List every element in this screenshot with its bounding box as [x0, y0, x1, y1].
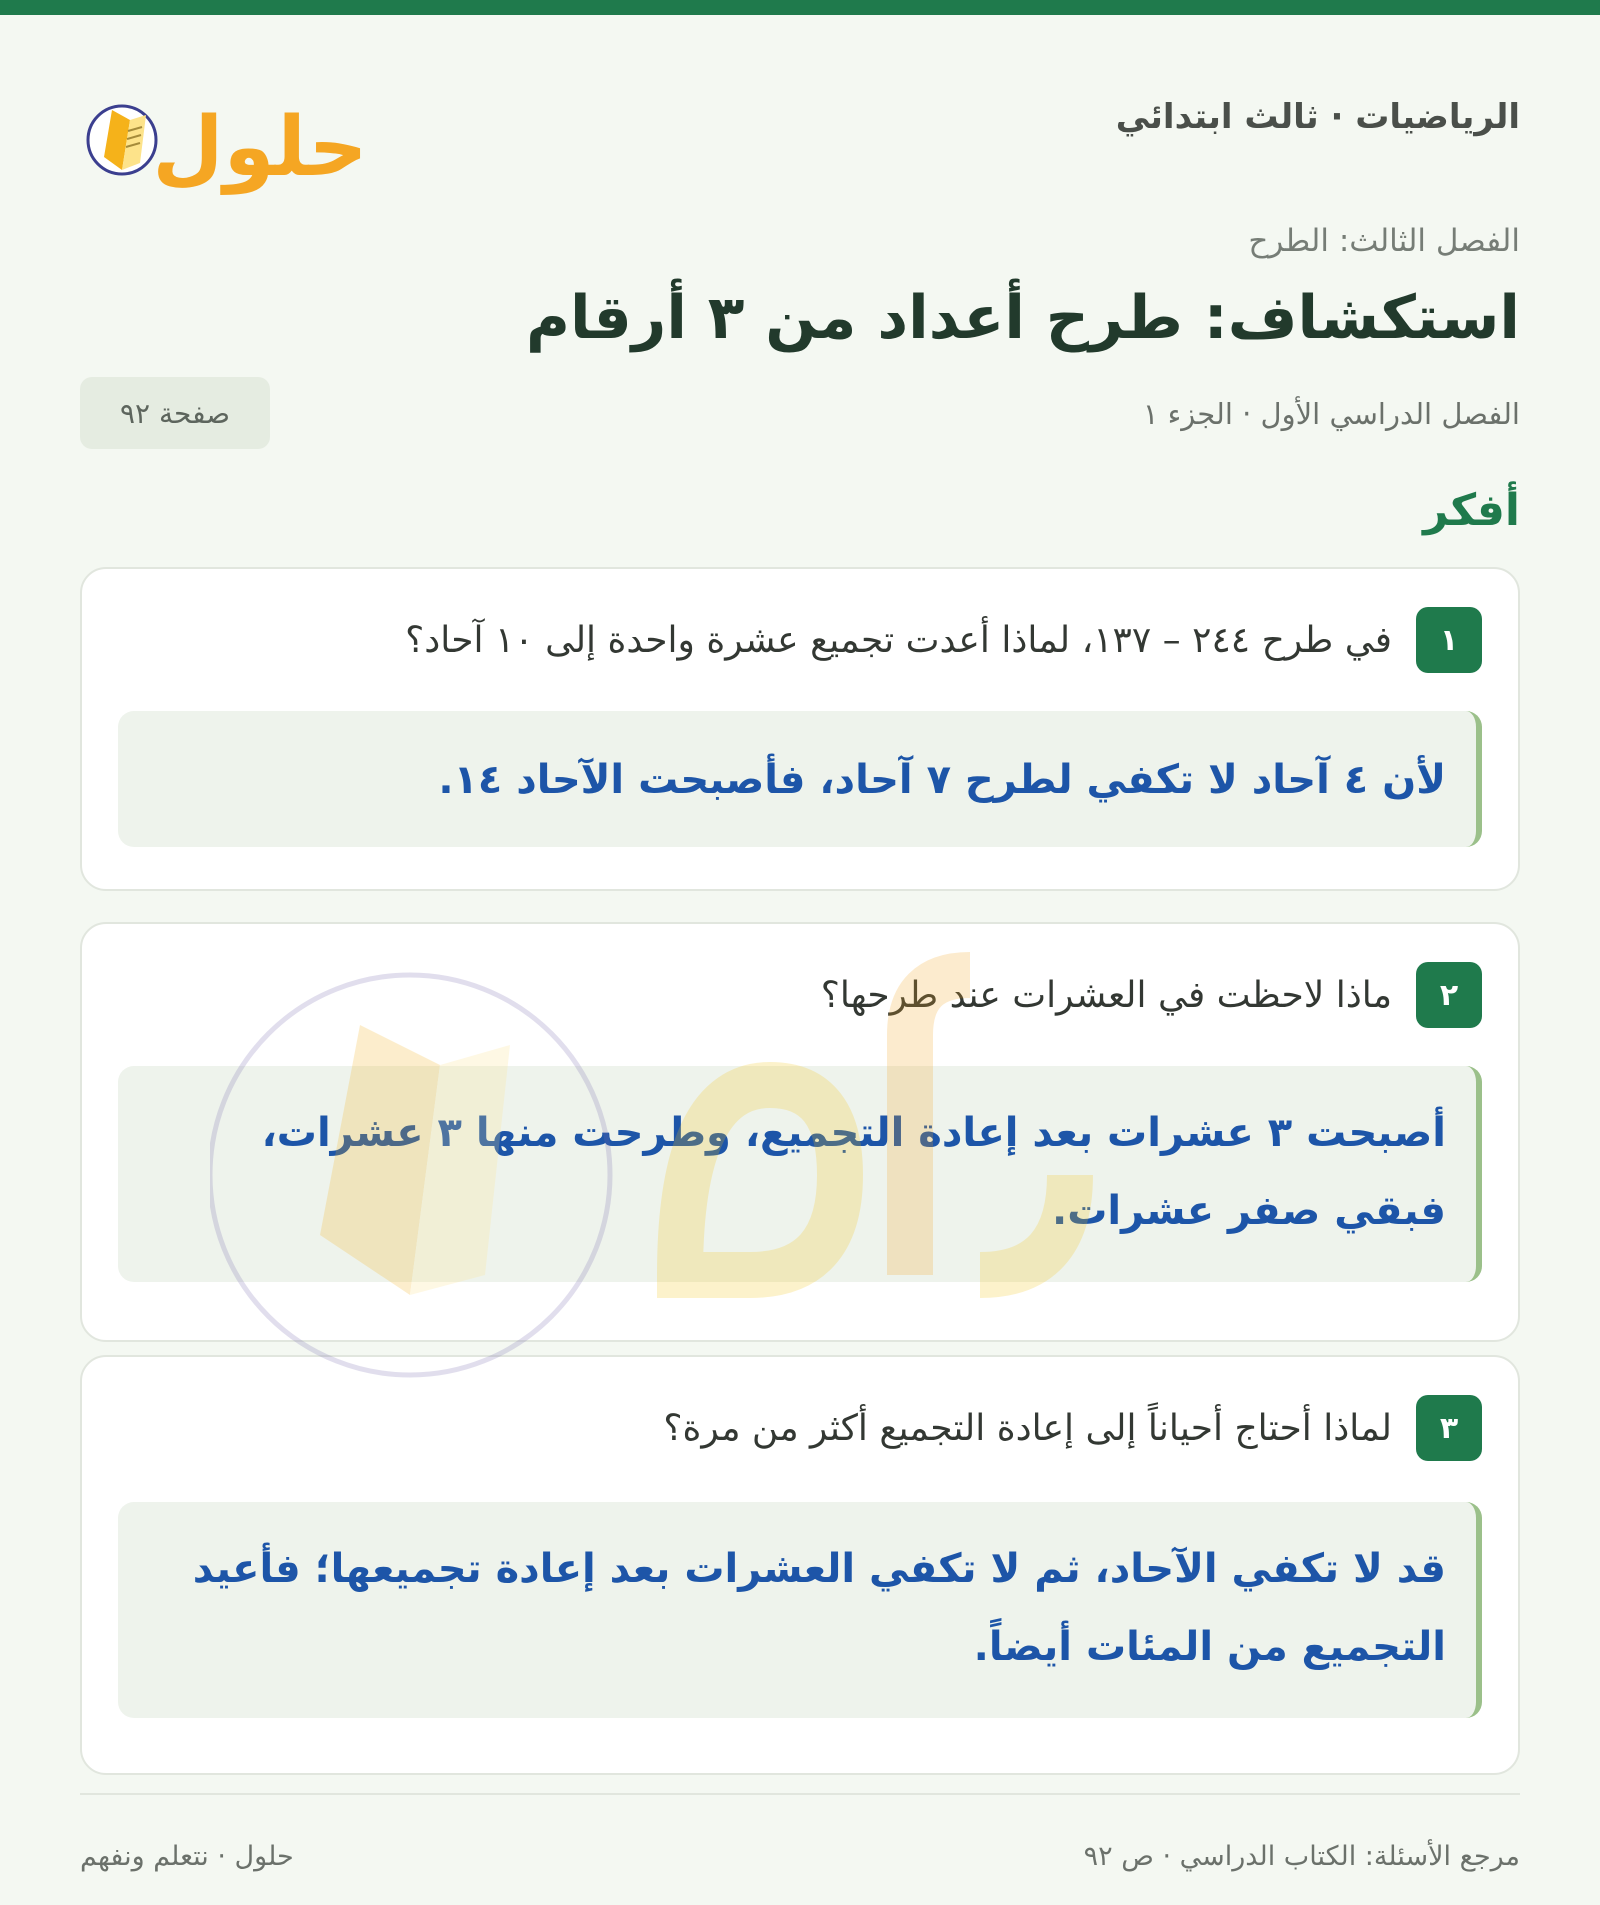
section-title: أفكر — [1423, 485, 1520, 536]
hulool-logo — [80, 65, 370, 195]
question-number-badge: ٣ — [1416, 1395, 1482, 1461]
question-row — [663, 1395, 1482, 1461]
answer-box: لأن ٤ آحاد لا تكفي لطرح ٧ آحاد، فأصبحت الآحاد ١٤. — [118, 711, 1482, 847]
page-number-badge: صفحة ٩٢ — [80, 377, 270, 449]
chapter-label: الفصل الثالث: الطرح — [1248, 223, 1520, 259]
footer-divider — [80, 1793, 1520, 1795]
question-text: ماذا لاحظت في العشرات عند طرحها؟ — [820, 974, 1392, 1016]
question-text: لماذا أحتاج أحياناً إلى إعادة التجميع أكثر من مرة؟ — [663, 1407, 1392, 1449]
question-card — [80, 922, 1520, 1342]
lesson-title: استكشاف: طرح أعداد من ٣ أرقام — [526, 283, 1520, 353]
footer-reference: مرجع الأسئلة: الكتاب الدراسي · ص ٩٢ — [1083, 1841, 1520, 1872]
answer-box: قد لا تكفي الآحاد، ثم لا تكفي العشرات بعد إعادة تجميعها؛ فأعيد التجميع من المئات أيضاً. — [118, 1502, 1482, 1718]
footer-brand: حلول · نتعلم ونفهم — [80, 1841, 294, 1872]
page-container — [80, 15, 1520, 1905]
question-card — [80, 567, 1520, 891]
question-text: في طرح ٢٤٤ – ١٣٧، لماذا أعدت تجميع عشرة واحدة إلى ١٠ آحاد؟ — [405, 619, 1392, 661]
question-card — [80, 1355, 1520, 1775]
answer-box: أصبحت ٣ عشرات بعد إعادة التجميع، وطرحت منها ٣ عشرات، فبقي صفر عشرات. — [118, 1066, 1482, 1282]
question-number-badge: ٢ — [1416, 962, 1482, 1028]
question-row — [405, 607, 1482, 673]
subject-grade-label: الرياضيات · ثالث ابتدائي — [1115, 97, 1520, 137]
logo-wordmark: حلول — [152, 100, 368, 195]
question-row — [821, 962, 1482, 1028]
top-accent-bar — [0, 0, 1600, 15]
question-number-badge: ١ — [1416, 607, 1482, 673]
term-label: الفصل الدراسي الأول · الجزء ١ — [1142, 397, 1520, 431]
